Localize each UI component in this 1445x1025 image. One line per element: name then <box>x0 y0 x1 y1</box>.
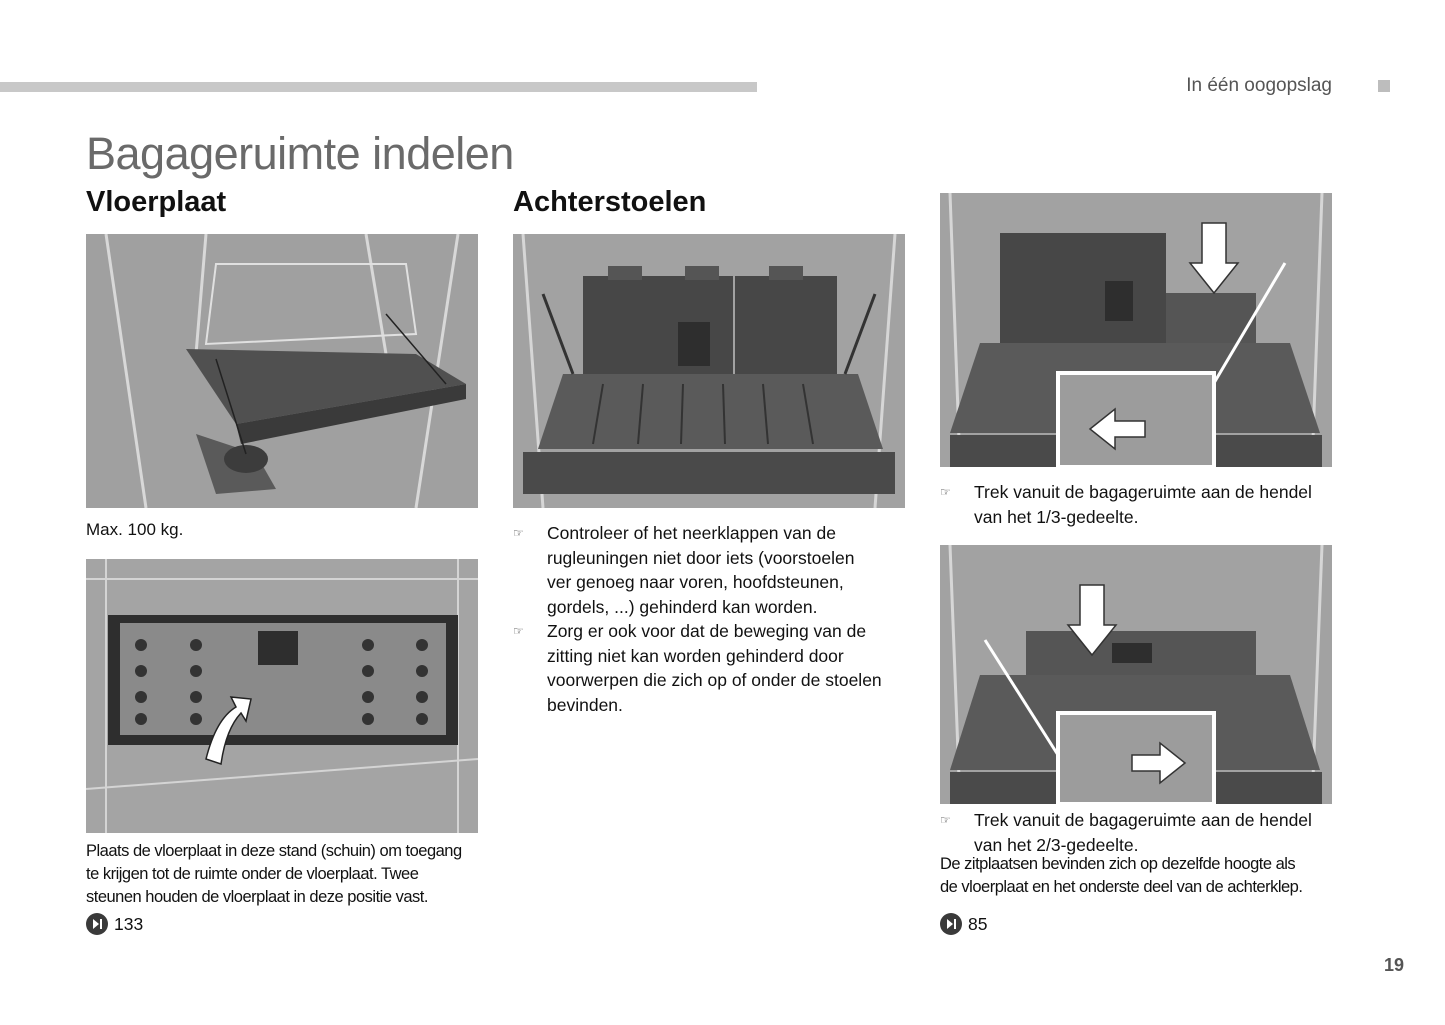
pointing-hand-icon: ☞ <box>940 485 951 499</box>
page-number: 19 <box>1384 955 1405 975</box>
section-marker <box>1378 80 1390 92</box>
figure-fold-two-thirds <box>940 545 1332 804</box>
pointing-hand-icon: ☞ <box>513 624 524 638</box>
pointing-hand-icon: ☞ <box>940 813 951 827</box>
bullet-2-line-3: voorwerpen die zich op of onder de stoelen <box>547 670 882 690</box>
fold-two-thirds-line-2: van het 2/3-gedeelte. <box>974 834 1139 855</box>
next-page-icon <box>86 913 108 935</box>
fold-one-third-bullet <box>940 480 1340 529</box>
pointing-hand-icon: ☞ <box>513 526 524 540</box>
bullet-1-line-3: ver genoeg naar voren, hoofdsteunen, <box>547 572 844 592</box>
header-bar <box>0 82 757 92</box>
seat-height-note <box>940 853 1302 899</box>
section-label: In één oogopslag <box>1186 75 1332 96</box>
heading-vloerplaat: Vloerplaat <box>86 186 227 218</box>
floor-panel-caption-line-2: te krijgen tot de ruimte onder de vloerplaat. Twee <box>86 865 419 883</box>
reference-link-85[interactable] <box>940 913 987 935</box>
bullet-2-line-4: bevinden. <box>547 694 623 715</box>
next-page-icon <box>940 913 962 935</box>
bullet-2-line-1: Zorg er ook voor dat de beweging van de <box>547 621 867 641</box>
bullet-1-line-4: gordels, ...) gehinderd kan worden. <box>547 596 818 617</box>
rear-seat-bullets <box>513 521 905 717</box>
seat-height-note-line-1: De zitplaatsen bevinden zich op dezelfde hoogte als <box>940 855 1296 873</box>
page-title: Bagageruimte indelen <box>86 128 514 179</box>
bullet-2-line-2: zitting niet kan worden gehinderd door <box>547 645 844 666</box>
figure-fold-one-third <box>940 193 1332 467</box>
figure-floor-panel-raised <box>86 559 478 833</box>
reference-page-number: 85 <box>968 913 988 934</box>
figure-floor-panel-tilted <box>86 234 478 508</box>
fold-two-thirds-line-1: Trek vanuit de bagageruimte aan de hendel <box>974 810 1312 830</box>
floor-panel-caption <box>86 840 462 909</box>
bullet-1-line-2: rugleuningen niet door iets (voorstoelen <box>547 547 855 568</box>
seat-height-note-line-2: de vloerplaat en het onderste deel van de achterklep. <box>940 878 1303 896</box>
reference-page-number: 133 <box>114 913 144 934</box>
rear-seat-bullet-1 <box>513 521 905 619</box>
figure-rear-seats <box>513 234 905 508</box>
reference-link-133[interactable] <box>86 913 143 935</box>
bullet-1-line-1: Controleer of het neerklappen van de <box>547 523 836 543</box>
max-load-caption: Max. 100 kg. <box>86 520 184 539</box>
fold-two-thirds-bullet <box>940 808 1340 857</box>
fold-two-thirds-bullets <box>940 808 1340 857</box>
rear-seat-bullet-2 <box>513 619 905 717</box>
fold-one-third-line-2: van het 1/3-gedeelte. <box>974 506 1139 527</box>
fold-one-third-line-1: Trek vanuit de bagageruimte aan de hendel <box>974 482 1312 502</box>
heading-achterstoelen: Achterstoelen <box>513 186 707 218</box>
fold-one-third-bullets <box>940 480 1340 529</box>
floor-panel-caption-line-3: steunen houden de vloerplaat in deze positie vast. <box>86 888 428 906</box>
floor-panel-caption-line-1: Plaats de vloerplaat in deze stand (schuin) om toegang <box>86 842 462 860</box>
